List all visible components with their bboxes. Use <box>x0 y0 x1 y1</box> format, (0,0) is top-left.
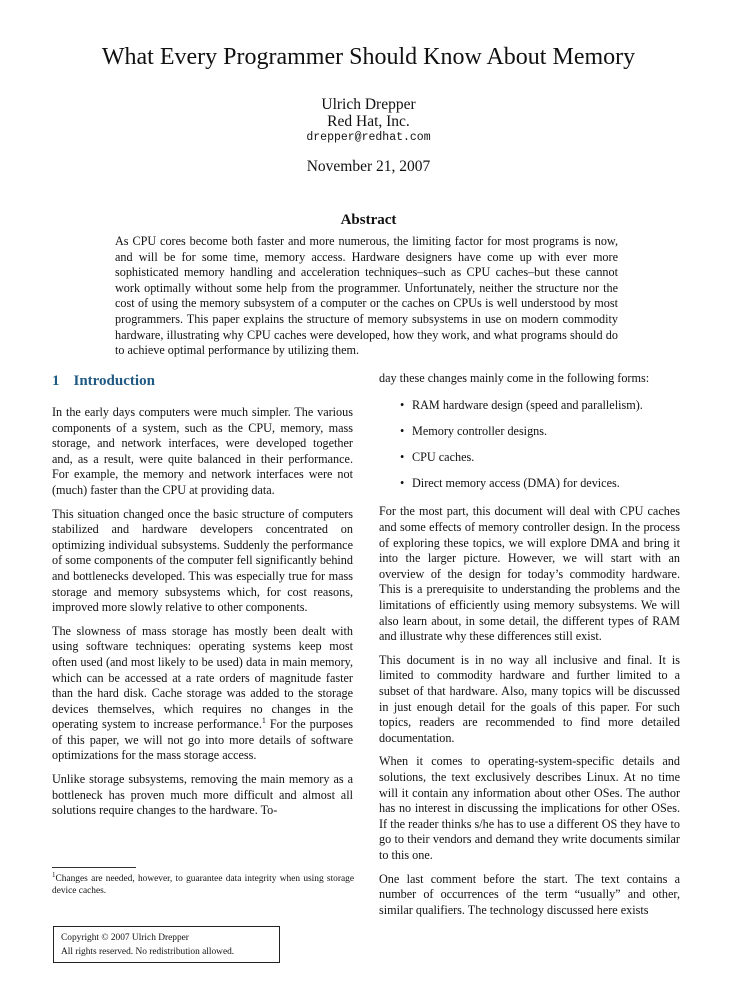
paper-title: What Every Programmer Should Know About Memory <box>101 44 636 70</box>
list-item: • RAM hardware design (speed and parallelism). <box>412 398 680 414</box>
list-item: • Memory controller designs. <box>412 424 680 440</box>
list-item: • Direct memory access (DMA) for devices. <box>412 476 680 492</box>
rights-line: All rights reserved. No redistribution allowed. <box>61 947 235 957</box>
footnote-mark: 1 <box>52 870 56 879</box>
paragraph-text: The slowness of mass storage has mostly been dealt with using software techniques: operating systems keep most often used (and most likely to be used) data in main memory, which can be accessed at a rate orders of magnitude faster than the hard disk. Cache storage was added to the storage devices themselves, which requires no changes in the operating system to increase performance. <box>52 623 353 732</box>
bullet-list <box>379 398 680 492</box>
footnote-reference: 1 <box>261 716 266 726</box>
right-column <box>379 371 680 926</box>
section-title: Introduction <box>73 373 155 389</box>
author-name: Ulrich Drepper <box>321 96 416 113</box>
paragraph: For the most part, this document will deal with CPU caches and some effects of memory controller design. In the process of exploring these topics, we will explore DMA and bring it into the larger picture. However, we will start with an overview of the design for today’s commodity hardware. This is a prerequisite to understanding the problems and the limitations of efficiently using memory subsystems. We will also learn about, in some detail, the different types of RAM and illustrate why these differences still exist. <box>379 504 680 644</box>
footnote-text: Changes are needed, however, to guarantee data integrity when using storage device caches. <box>52 874 354 897</box>
abstract-text: As CPU cores become both faster and more numerous, the limiting factor for most programs is now, and will be for some time, memory access. Hardware designers have come up with ever more sophisticated memory handling and acceleration techniques–such as CPU caches–but these cannot work optimally without some help from the programmer. Unfortunately, neither the structure nor the cost of using the memory subsystem of a computer or the caches on CPUs is well understood by most programmers. This paper explains the structure of memory subsystems in use on modern commodity hardware, illustrating why CPU caches were developed, how they work, and what programs should do to achieve optimal performance by utilizing them. <box>115 234 618 358</box>
section-heading <box>52 371 353 391</box>
author-block <box>0 96 737 130</box>
list-item: • CPU caches. <box>412 450 680 466</box>
author-affiliation: Red Hat, Inc. <box>327 113 410 130</box>
abstract-heading: Abstract <box>340 212 397 228</box>
paragraph: When it comes to operating-system-specific details and solutions, the text exclusively describes Linux. At no time will it contain any information about other OSes. The author has no interest in discussing the implications for other OSes. If the reader thinks s/he has to use a different OS they have to go to their vendors and demand they write documents similar to this one. <box>379 754 680 862</box>
copyright-line: Copyright © 2007 Ulrich Drepper <box>61 933 189 943</box>
author-email: drepper@redhat.com <box>306 131 431 144</box>
paragraph: This situation changed once the basic structure of computers stabilized and hardware developers concentrated on optimizing individual subsystems. Suddenly the performance of some components of the computer fell significantly behind and bottlenecks developed. This was especially true for mass storage and memory subsystems which, for cost reasons, improved more slowly relative to other components. <box>52 506 353 615</box>
paragraph-text: For the purposes of this paper, we will not go into more details of software optimizations for the mass storage access. <box>52 717 353 763</box>
footnote <box>52 870 354 898</box>
paragraph: In the early days computers were much simpler. The various components of a system, such as the CPU, memory, mass storage, and network interfaces, were developed together and, as a result, were quite balanced in their performance. For example, the memory and network interfaces were not (much) faster than the CPU at providing data. <box>52 405 353 497</box>
section-number: 1 <box>52 373 60 389</box>
copyright-box <box>53 926 280 963</box>
paragraph: Unlike storage subsystems, removing the main memory as a bottleneck has proven much more difficult and almost all solutions require changes to the hardware. To- <box>52 772 353 818</box>
paragraph: day these changes mainly come in the following forms: <box>379 371 650 385</box>
paragraph <box>52 624 353 764</box>
footnote-rule <box>52 867 136 868</box>
paragraph: This document is in no way all inclusive and final. It is limited to commodity hardware and further limited to a subset of that hardware. Also, many topics will be discussed in just enough detail for the goals of this paper. For such topics, readers are recommended to find more detailed documentation. <box>379 652 680 745</box>
left-column <box>52 371 353 827</box>
paper-date: November 21, 2007 <box>306 158 431 175</box>
paragraph: One last comment before the start. The text contains a number of occurrences of the term “usually” and other, similar qualifiers. The technology discussed here exists <box>379 871 680 917</box>
